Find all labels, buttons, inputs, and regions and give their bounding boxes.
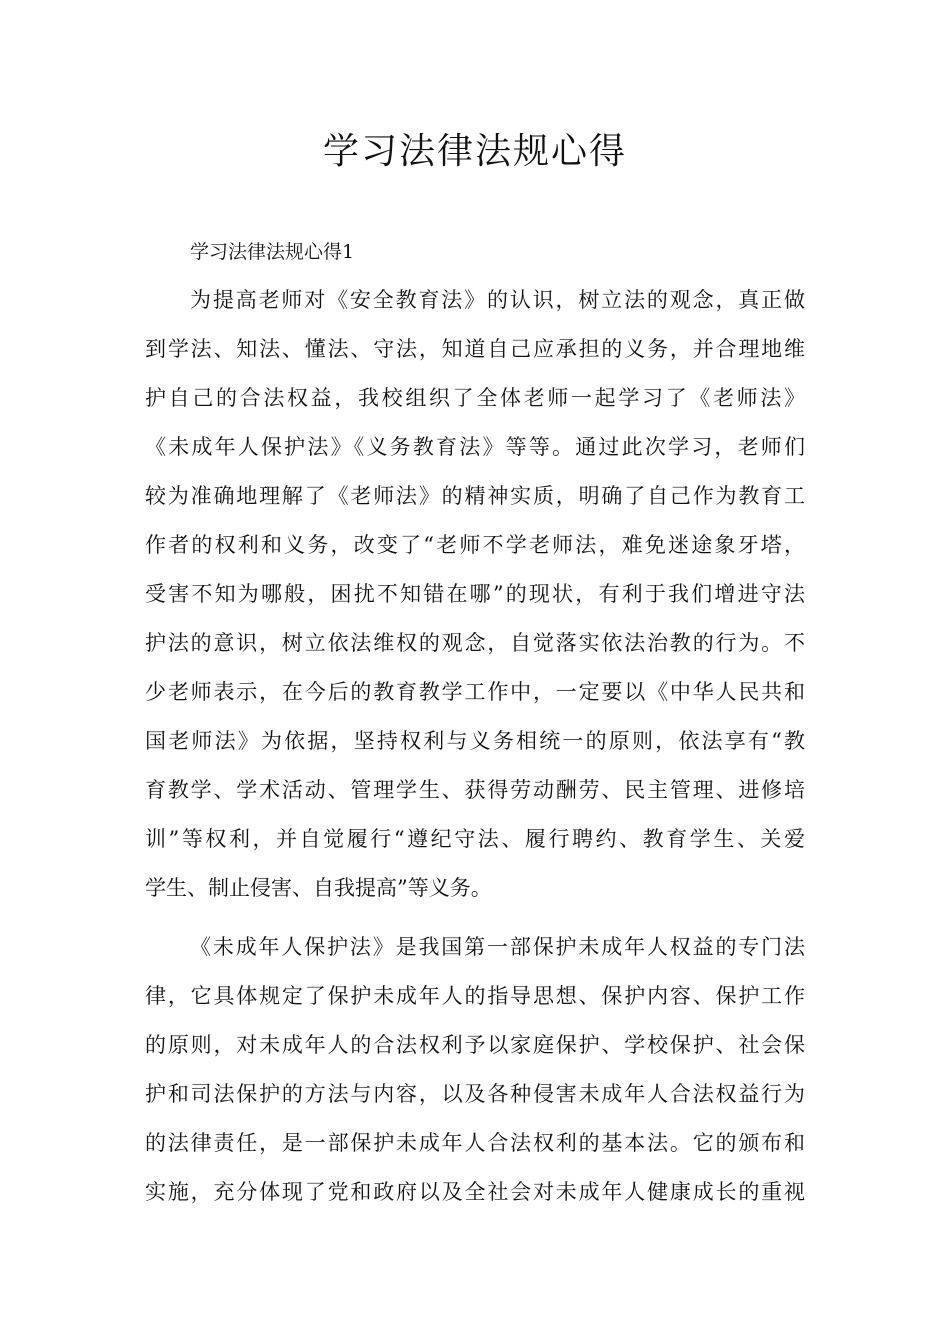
paragraph-1-line: 较为准确地理解了《老师法》的精神实质，明确了自己作为教育工 bbox=[145, 484, 805, 508]
paragraph-1-line: 学生、制止侵害、自我提高”等义务。 bbox=[145, 876, 492, 900]
paragraph-1-line: 训”等权利，并自觉履行“遵纪守法、履行聘约、教育学生、关爱 bbox=[145, 827, 805, 851]
paragraph-1-line: 护自己的合法权益，我校组织了全体老师一起学习了《老师法》 bbox=[145, 386, 805, 410]
paragraph-1-line: 受害不知为哪般，困扰不知错在哪”的现状，有利于我们增进守法 bbox=[145, 582, 805, 606]
paragraph-1-line: 育教学、学术活动、管理学生、获得劳动酬劳、民主管理、进修培 bbox=[145, 778, 805, 802]
paragraph-1-line: 少老师表示，在今后的教育教学工作中，一定要以《中华人民共和 bbox=[145, 680, 805, 704]
paragraph-1-line: 国老师法》为依据，坚持权利与义务相统一的原则，依法享有“教 bbox=[145, 729, 805, 753]
paragraph-1-line: 《未成年人保护法》《义务教育法》等等。通过此次学习，老师们 bbox=[145, 435, 805, 459]
paragraph-1-line: 护法的意识，树立依法维权的观念，自觉落实依法治教的行为。不 bbox=[145, 631, 805, 655]
section-heading: 学习法律法规心得1 bbox=[190, 241, 355, 263]
paragraph-2-line: 实施，充分体现了党和政府以及全社会对未成年人健康成长的重视 bbox=[145, 1180, 805, 1204]
paragraph-2-line: 律，它具体规定了保护未成年人的指导思想、保护内容、保护工作 bbox=[145, 984, 805, 1008]
paragraph-1-line: 作者的权利和义务，改变了“老师不学老师法，难免迷途象牙塔， bbox=[145, 533, 805, 557]
paragraph-1-line: 到学法、知法、懂法、守法，知道自己应承担的义务，并合理地维 bbox=[145, 337, 805, 361]
paragraph-2-line: 《未成年人保护法》是我国第一部保护未成年人权益的专门法 bbox=[190, 935, 805, 959]
paragraph-2-line: 的原则，对未成年人的合法权利予以家庭保护、学校保护、社会保 bbox=[145, 1033, 805, 1057]
document-title: 学习法律法规心得 bbox=[322, 131, 627, 172]
paragraph-1-line: 为提高老师对《安全教育法》的认识，树立法的观念，真正做 bbox=[190, 288, 805, 312]
paragraph-2-line: 护和司法保护的方法与内容，以及各种侵害未成年人合法权益行为 bbox=[145, 1082, 805, 1106]
paragraph-2-line: 的法律责任，是一部保护未成年人合法权利的基本法。它的颁布和 bbox=[145, 1131, 805, 1155]
